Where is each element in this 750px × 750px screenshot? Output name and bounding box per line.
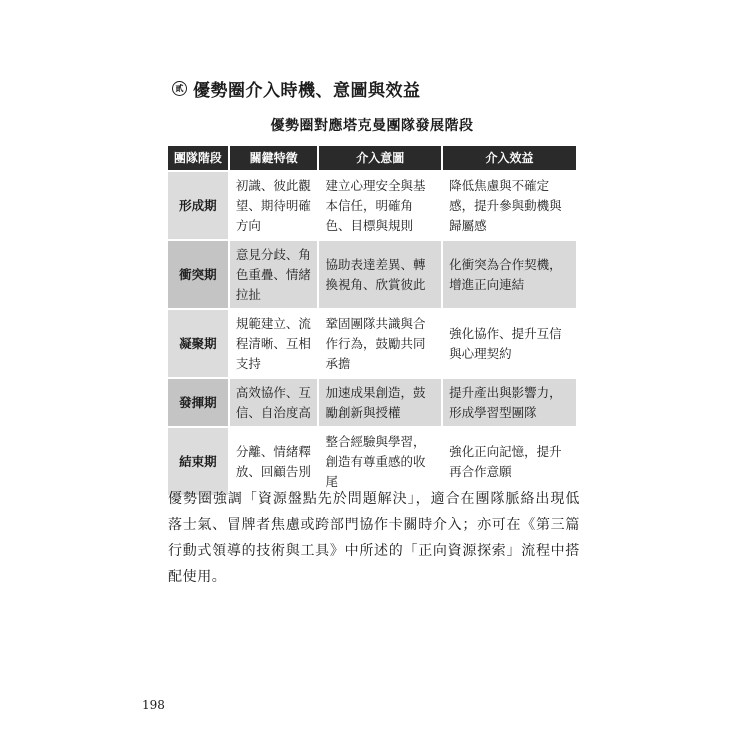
- stage-name: 結束期: [168, 426, 230, 495]
- header-feature: 關鍵特徵: [230, 146, 320, 170]
- stage-feature: 分離、情緒釋放、回顧告別: [230, 426, 320, 495]
- stage-name: 形成期: [168, 170, 230, 239]
- stage-name: 發揮期: [168, 377, 230, 426]
- stage-feature: 初識、彼此觀望、期待明確方向: [230, 170, 320, 239]
- stage-intent: 加速成果創造，鼓勵創新與授權: [319, 377, 443, 426]
- stage-intent: 建立心理安全與基本信任，明確角色、目標與規則: [319, 170, 443, 239]
- stage-name: 衝突期: [168, 239, 230, 308]
- table-row: [168, 377, 576, 426]
- body-paragraph: 優勢圈強調「資源盤點先於問題解決」，適合在團隊脈絡出現低落士氣、冒牌者焦慮或跨部門協作卡關時介入；亦可在《第三篇 行動式領導的技術與工具》中所述的「正向資源探索」流程中搭配使用。: [168, 491, 580, 585]
- table-row: [168, 239, 576, 308]
- table-caption: 優勢圈對應塔克曼團隊發展階段: [270, 118, 474, 134]
- section-title: 優勢圈介入時機、意圖與效益: [193, 81, 421, 101]
- stage-table: [168, 146, 576, 495]
- stage-feature: 規範建立、流程清晰、互相支持: [230, 308, 320, 377]
- stage-intent: 鞏固團隊共識與合作行為，鼓勵共同承擔: [319, 308, 443, 377]
- header-benefit: 介入效益: [443, 146, 576, 170]
- stage-intent: 整合經驗與學習，創造有尊重感的收尾: [319, 426, 443, 495]
- section-marker-icon: 貳: [172, 81, 187, 96]
- stage-name: 凝聚期: [168, 308, 230, 377]
- table-row: [168, 170, 576, 239]
- stage-feature: 意見分歧、角色重疊、情緒拉扯: [230, 239, 320, 308]
- table-row: [168, 308, 576, 377]
- stage-feature: 高效協作、互信、自治度高: [230, 377, 320, 426]
- stage-benefit: 提升產出與影響力，形成學習型團隊: [443, 377, 576, 426]
- stage-benefit: 強化正向記憶，提升再合作意願: [443, 426, 576, 495]
- stage-intent: 協助表達差異、轉換視角、欣賞彼此: [319, 239, 443, 308]
- stage-benefit: 強化協作、提升互信與心理契約: [443, 308, 576, 377]
- header-stage: 團隊階段: [168, 146, 230, 170]
- body-paragraph-block: [168, 486, 580, 590]
- table-header-row: [168, 146, 576, 170]
- page-number: 198: [142, 698, 165, 712]
- stage-benefit: 化衝突為合作契機，增進正向連結: [443, 239, 576, 308]
- section-heading: [172, 76, 421, 101]
- header-intent: 介入意圖: [319, 146, 443, 170]
- table-row: [168, 426, 576, 495]
- stage-benefit: 降低焦慮與不確定感，提升參與動機與歸屬感: [443, 170, 576, 239]
